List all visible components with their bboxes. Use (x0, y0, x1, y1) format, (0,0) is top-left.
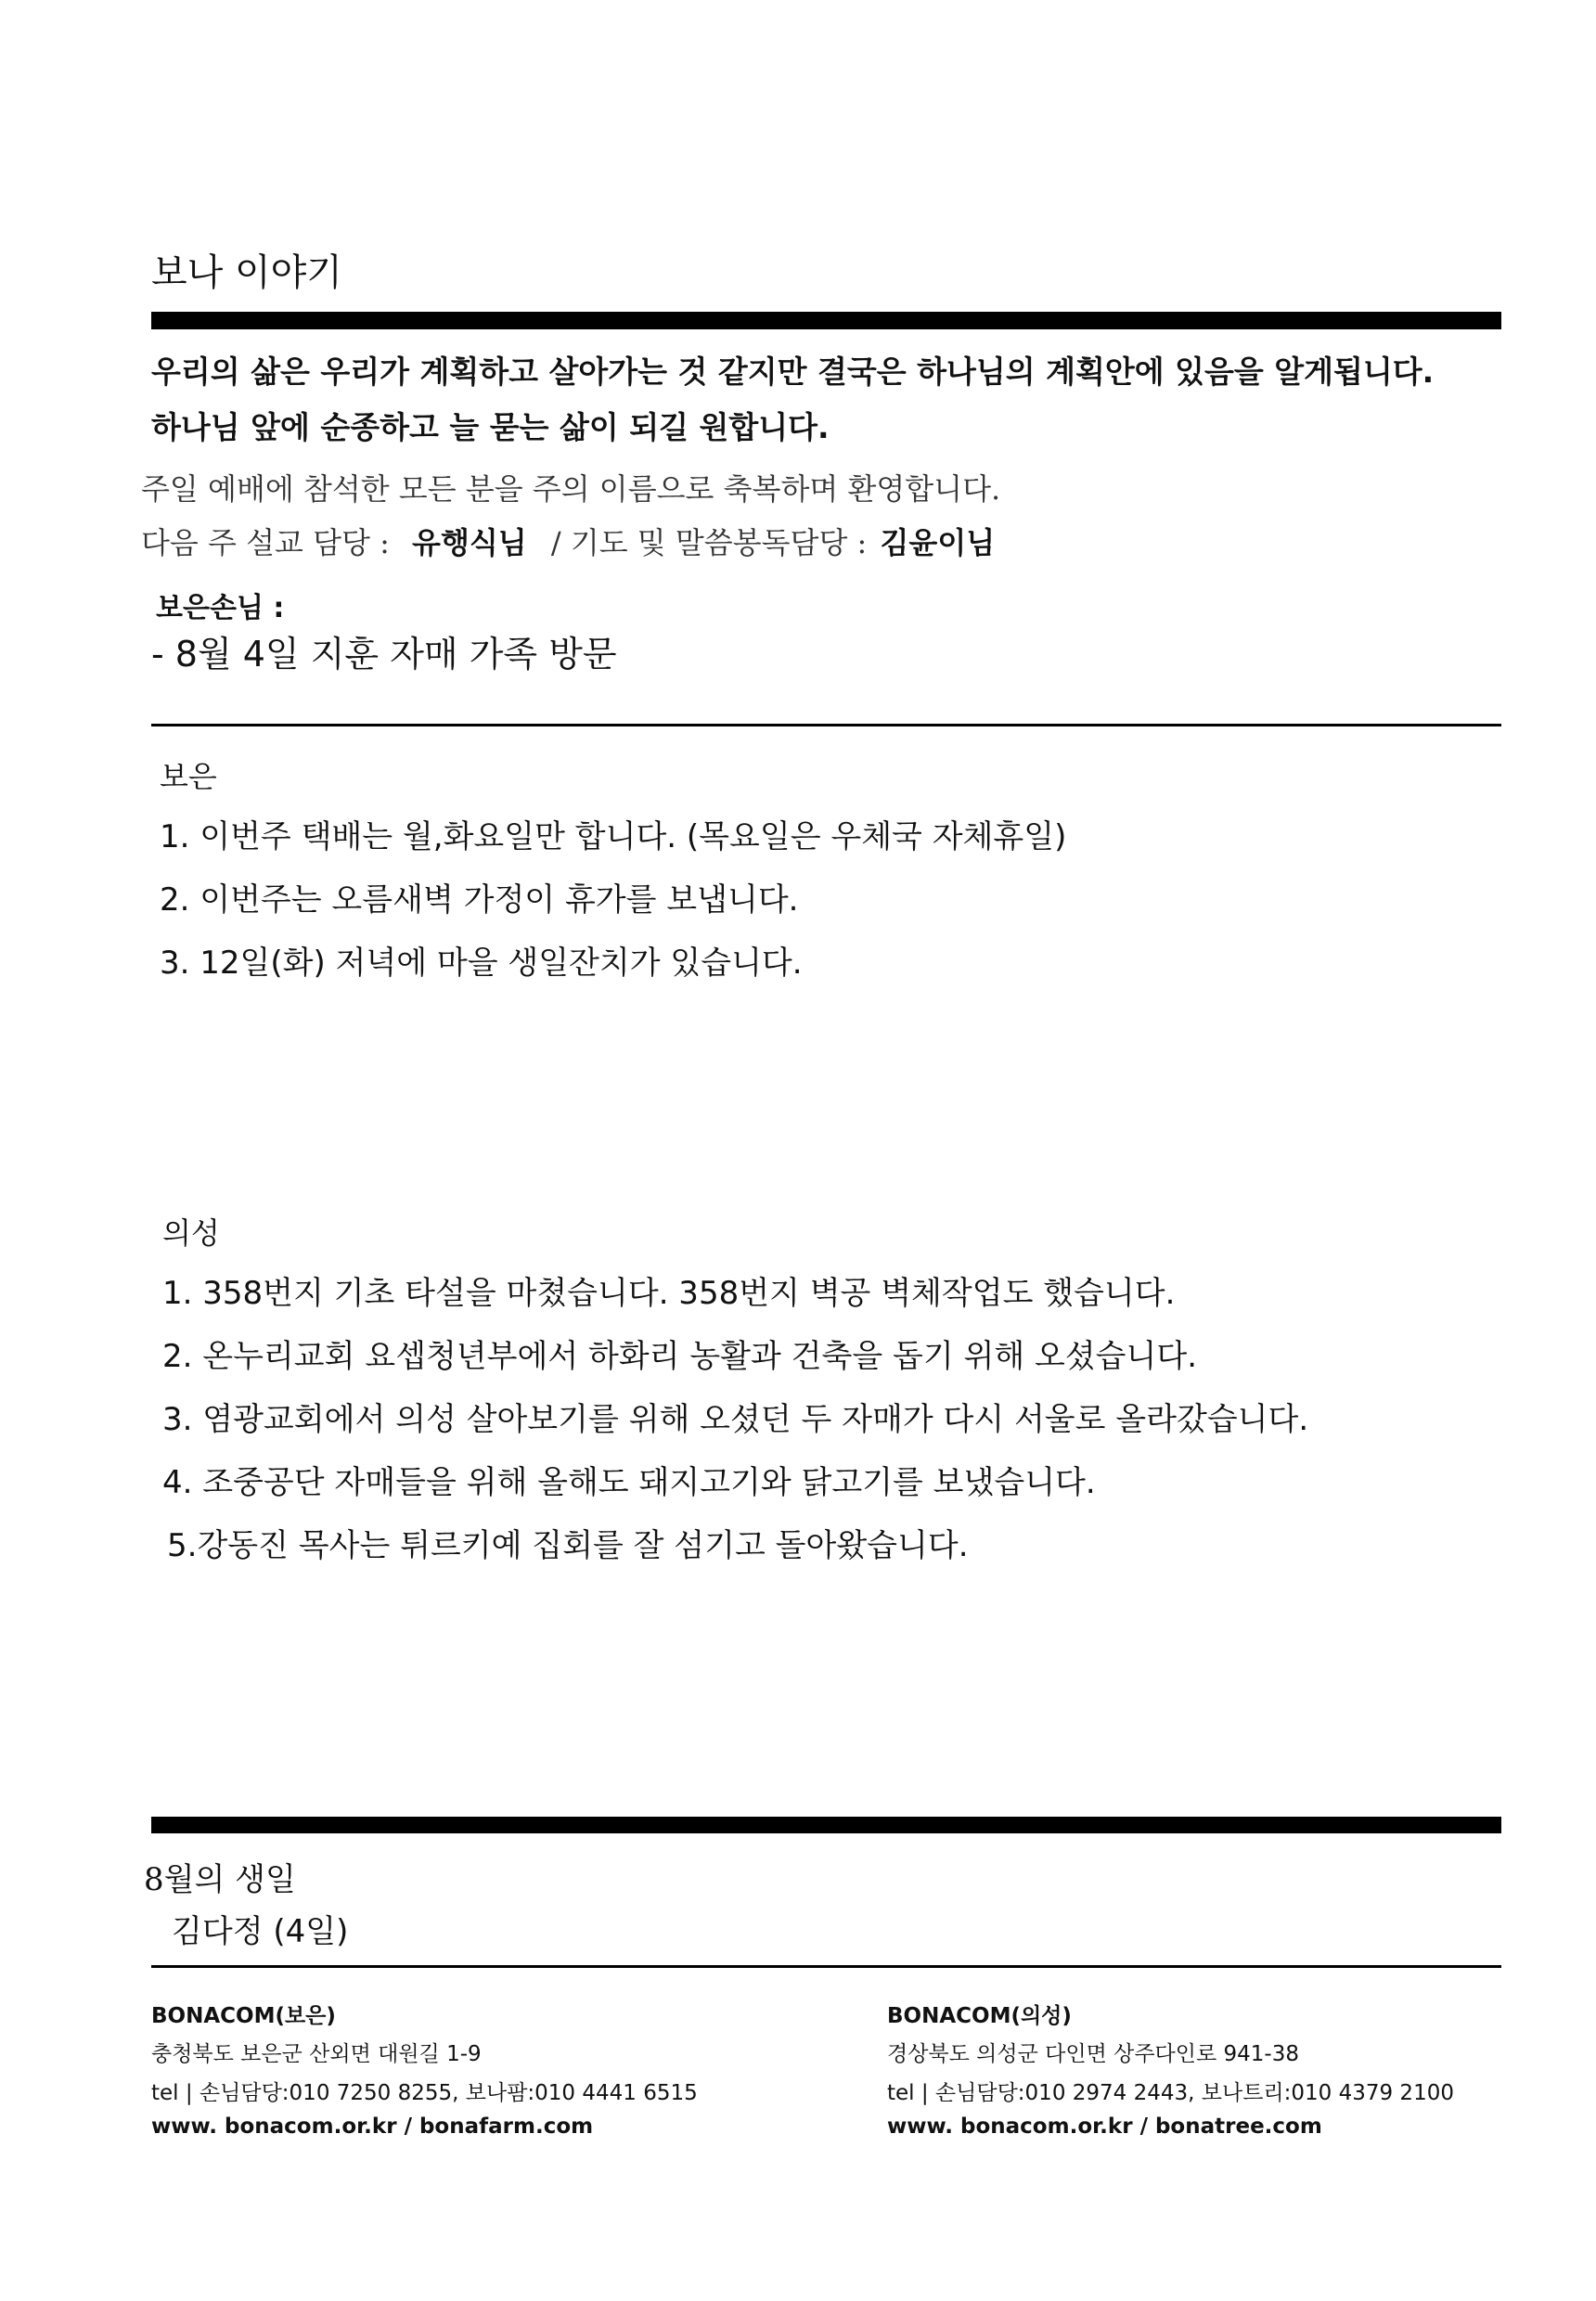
preacher-name: 유행식님 (412, 525, 527, 560)
uiseong-item-3: 3. 염광교회에서 의성 살아보기를 위해 오셨던 두 자매가 다시 서울로 올라갔습니다. (162, 1401, 1309, 1438)
lead-paragraph-line-1: 우리의 삶은 우리가 계획하고 살아가는 것 같지만 결국은 하나님의 계획안에 있음을 알게됩니다. (151, 354, 1435, 390)
footer-left-address: 충청북도 보은군 산외면 대원길 1-9 (151, 2042, 482, 2066)
prayer-name: 김윤이님 (880, 525, 996, 560)
section-divider (151, 724, 1501, 726)
uiseong-item-2: 2. 온누리교회 요셉청년부에서 하화리 농활과 건축을 돕기 위해 오셨습니다. (162, 1338, 1198, 1375)
page-title: 보나 이야기 (151, 251, 342, 294)
uiseong-item-1: 1. 358번지 기초 타설을 마쳤습니다. 358번지 벽공 벽체작업도 했습니다. (162, 1275, 1176, 1312)
title-divider (151, 312, 1501, 329)
footer-right-title: BONACOM(의성) (887, 2004, 1072, 2028)
guests-title: 보은손님 : (156, 592, 285, 624)
footer-left-tel: tel | 손님담당:010 7250 8255, 보나팜:010 4441 6515 (151, 2081, 698, 2105)
boeun-item-3: 3. 12일(화) 저녁에 마을 생일잔치가 있습니다. (160, 945, 803, 982)
uiseong-item-5: 5.강동진 목사는 튀르키예 집회를 잘 섬기고 돌아왔습니다. (167, 1527, 969, 1564)
birthday-divider (151, 1817, 1501, 1833)
boeun-item-1: 1. 이번주 택배는 월,화요일만 합니다. (목요일은 우체국 자체휴일) (160, 818, 1067, 855)
boeun-item-2: 2. 이번주는 오름새벽 가정이 휴가를 보냅니다. (160, 881, 799, 919)
footer-left-website[interactable]: www. bonacom.or.kr / bonafarm.com (151, 2115, 594, 2139)
birthday-entry: 김다정 (4일) (172, 1913, 349, 1950)
birthday-title: 8월의 생일 (144, 1861, 296, 1898)
boeun-title: 보은 (160, 759, 217, 794)
footer-right-address: 경상북도 의성군 다인면 상주다인로 941-38 (887, 2042, 1299, 2066)
uiseong-item-4: 4. 조중공단 자매들을 위해 올해도 돼지고기와 닭고기를 보냈습니다. (162, 1464, 1096, 1501)
footer-left-title: BONACOM(보은) (151, 2004, 336, 2028)
welcome-text: 주일 예배에 참석한 모든 분을 주의 이름으로 축복하며 환영합니다. (141, 471, 1001, 507)
next-week-duty (141, 520, 995, 562)
prayer-label: / 기도 및 말씀봉독담당 : (550, 525, 868, 560)
guests-line: - 8월 4일 지훈 자매 가족 방문 (151, 634, 617, 675)
lead-paragraph-line-2: 하나님 앞에 순종하고 늘 묻는 삶이 되길 원합니다. (151, 409, 830, 445)
uiseong-title: 의성 (162, 1215, 220, 1251)
footer-divider (151, 1965, 1501, 1968)
footer-right-website[interactable]: www. bonacom.or.kr / bonatree.com (887, 2115, 1322, 2139)
preacher-label: 다음 주 설교 담당 : (141, 525, 390, 560)
footer-right-tel: tel | 손님담당:010 2974 2443, 보나트리:010 4379 2100 (887, 2081, 1454, 2105)
